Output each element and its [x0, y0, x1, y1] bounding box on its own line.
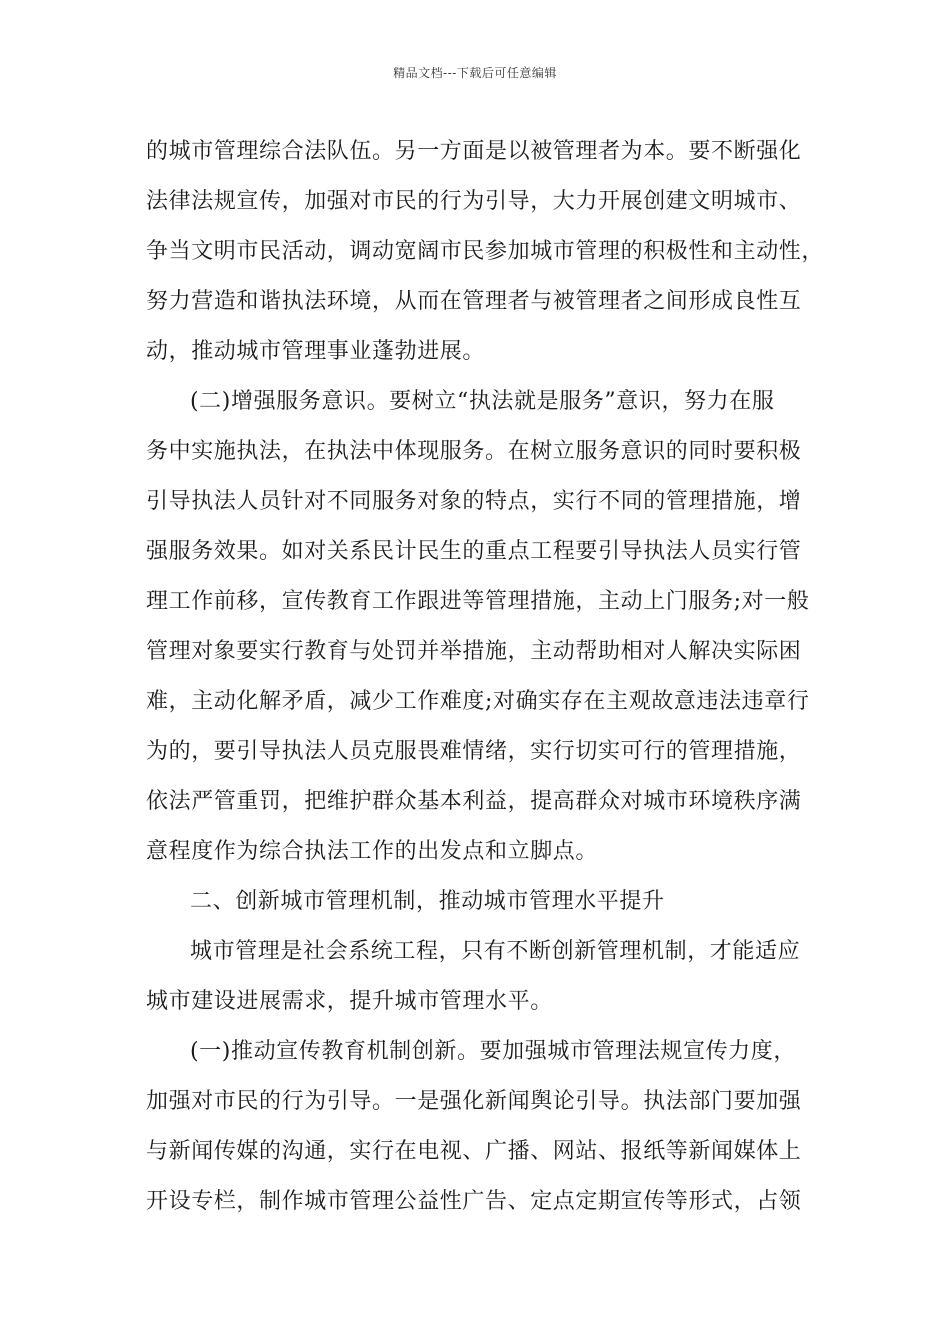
text-line: 务中实施执法，在执法中体现服务。在树立服务意识的同时要积极 [146, 439, 802, 464]
text-line: 动，推动城市管理事业蓬勃进展。 [146, 339, 486, 364]
text-line: 争当文明市民活动，调动宽阔市民参加城市管理的积极性和主动性， [146, 239, 825, 264]
text-line: 城市建设进展需求，提升城市管理水平。 [146, 989, 553, 1014]
text-line: 为的，要引导执法人员克服畏难情绪，实行切实可行的管理措施， [146, 739, 802, 764]
text-line: 加强对市民的行为引导。一是强化新闻舆论引导。执法部门要加强 [146, 1089, 802, 1114]
page-header: 精品文档---下载后可任意编辑 [393, 66, 557, 80]
text-line: 意程度作为综合执法工作的出发点和立脚点。 [146, 839, 599, 864]
text-line: 努力营造和谐执法环境，从而在管理者与被管理者之间形成良性互 [146, 289, 802, 314]
text-line: 城市管理是社会系统工程，只有不断创新管理机制，才能适应 [190, 939, 801, 964]
section-heading: 二、创新城市管理机制，推动城市管理水平提升 [190, 889, 665, 914]
text-line: 的城市管理综合法队伍。另一方面是以被管理者为本。要不断强化 [146, 139, 802, 164]
section-heading: (二)增强服务意识。要树立“执法就是服务”意识，努力在服 [190, 389, 775, 414]
text-line: 引导执法人员针对不同服务对象的特点，实行不同的管理措施，增 [146, 489, 802, 514]
text-line: 理工作前移，宣传教育工作跟进等管理措施，主动上门服务;对一般 [146, 589, 810, 614]
text-line: 与新闻传媒的沟通，实行在电视、广播、网站、报纸等新闻媒体上 [146, 1139, 802, 1164]
text-line: 难，主动化解矛盾，减少工作难度;对确实存在主观故意违法违章行 [146, 689, 810, 714]
text-line: 强服务效果。如对关系民计民生的重点工程要引导执法人员实行管 [146, 539, 802, 564]
text-line: 依法严管重罚，把维护群众基本利益，提高群众对城市环境秩序满 [146, 789, 802, 814]
text-line: 法律法规宣传，加强对市民的行为引导，大力开展创建文明城市、 [146, 189, 802, 214]
text-line: 开设专栏，制作城市管理公益性广告、定点定期宣传等形式，占领 [146, 1189, 802, 1214]
section-heading: (一)推动宣传教育机制创新。要加强城市管理法规宣传力度， [190, 1039, 796, 1064]
text-line: 管理对象要实行教育与处罚并举措施，主动帮助相对人解决实际困 [146, 639, 802, 664]
